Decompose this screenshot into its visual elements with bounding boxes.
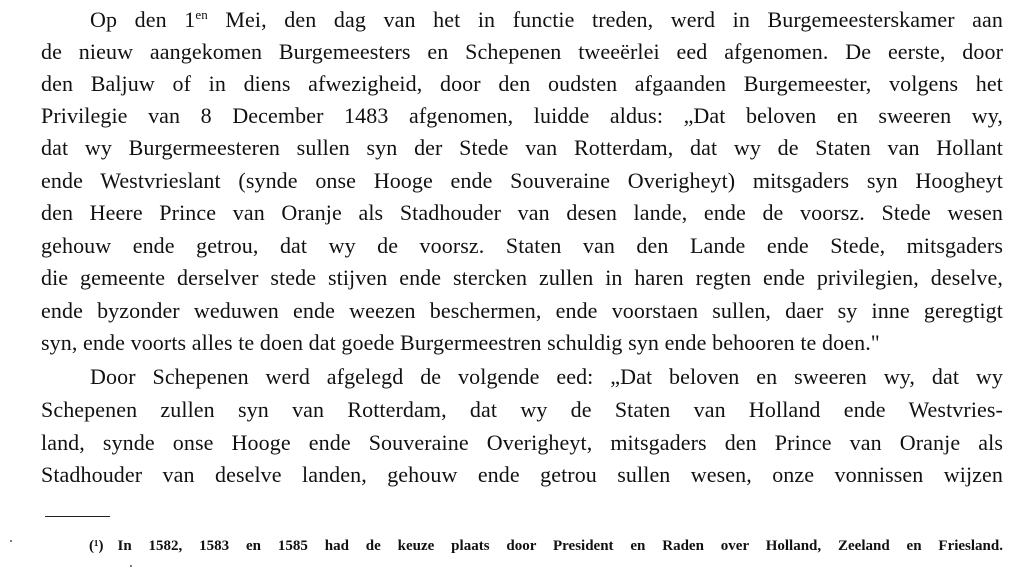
text-line: den Baljuw of in diens afwezigheid, door den oudsten afgaanden Burgemeester, volgens het (41, 71, 1003, 96)
text-line: Door Schepenen werd afgelegd de volgende eed: „Dat beloven en sweeren wy, dat wy (90, 364, 1003, 389)
text-line: land, synde onse Hooge ende Souveraine Overigheyt, mitsgaders den Prince van Oranje als (41, 430, 1003, 455)
text-line: de nieuw aangekomen Burgemeesters en Schepenen tweeërlei eed afgenomen. De eerste, door (41, 39, 1003, 64)
footnote-marker: (¹) (89, 538, 104, 554)
scan-speck (10, 540, 12, 542)
text-line: dat wy Burgermeesteren sullen syn der Stede van Rotterdam, dat wy de Staten van Hollant (41, 135, 1003, 160)
text-line: den Heere Prince van Oranje als Stadhouder van desen lande, ende de voorsz. Stede wesen (41, 200, 1003, 225)
text-line: ende byzonder weduwen ende weezen beschermen, ende voorstaen sullen, daer sy inne geregtigt (41, 298, 1003, 323)
text-line: ende Westvrieslant (synde onse Hooge ende Souveraine Overigheyt) mitsgaders syn Hoogheyt (41, 168, 1003, 193)
superscript: en (195, 7, 208, 22)
text-line: Privilegie van 8 December 1483 afgenomen, luidde aldus: „Dat beloven en sweeren wy, (41, 103, 1003, 128)
footnote-text: In 1582, 1583 en 1585 had de keuze plaats door President en Raden over Holland, Zeeland en Friesland. (117, 538, 1003, 554)
text-line (90, 5, 1003, 35)
scan-speck (130, 565, 132, 567)
text-fragment: Mei, den dag van het in functie treden, werd in Burgemeesterskamer aan (207, 7, 1003, 32)
text-line: gehouw ende getrou, dat wy de voorsz. Staten van den Lande ende Stede, mitsgaders (41, 233, 1003, 258)
text-line: Schepenen zullen syn van Rotterdam, dat wy de Staten van Holland ende Westvries- (41, 397, 1003, 422)
text-line: die gemeente derselver stede stijven ende stercken zullen in haren regten ende privilegien, deselve, (41, 265, 1003, 290)
text-line: syn, ende voorts alles te doen dat goede Burgermeestren schuldig syn ende behooren te doen." (41, 330, 880, 355)
footnote-separator (45, 516, 110, 517)
text-fragment: Op den 1 (90, 7, 196, 32)
footnote (89, 534, 1003, 558)
text-line: Stadhouder van deselve landen, gehouw ende getrou sullen wesen, onze vonnissen wijzen (41, 462, 1003, 487)
